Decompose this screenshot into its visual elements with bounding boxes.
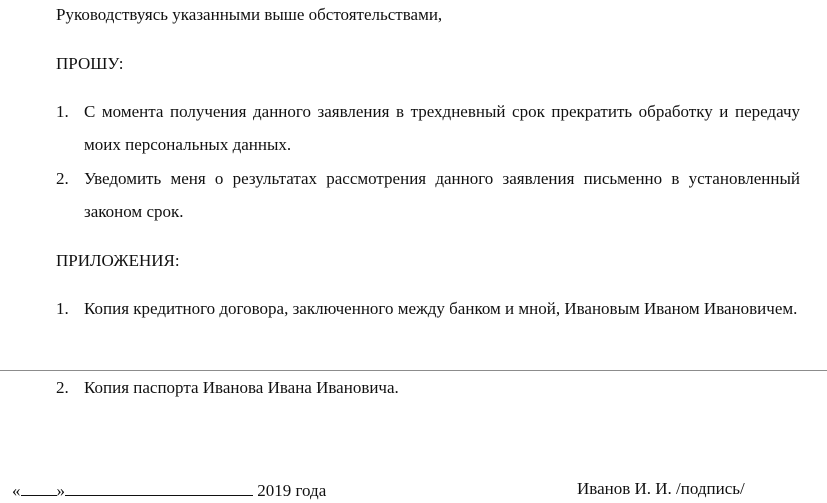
page-break-divider (0, 370, 827, 371)
date-line (12, 479, 326, 501)
quote-close: » (56, 481, 65, 500)
quote-open: « (12, 481, 21, 500)
day-blank (21, 479, 57, 496)
attachments-heading: ПРИЛОЖЕНИЯ: (56, 251, 180, 270)
request-number: 2. (56, 169, 69, 188)
intro-text: Руководствуясь указанными выше обстоятельствами, (56, 5, 443, 24)
request-heading: ПРОШУ: (56, 54, 124, 73)
month-blank (65, 479, 253, 496)
attachment-number: 2. (56, 378, 69, 397)
request-number: 1. (56, 102, 69, 121)
request-item-text: Уведомить меня о результатах рассмотрения данного заявления письменно в установленный законом срок. (84, 169, 800, 221)
attachment-item-text: Копия кредитного договора, заключенного между банком и мной, Ивановым Иваном Ивановичем. (84, 299, 798, 318)
attachment-item-text: Копия паспорта Иванова Ивана Ивановича. (84, 378, 399, 397)
year-text: 2019 года (257, 481, 327, 500)
request-item-text: С момента получения данного заявления в трехдневный срок прекратить обработку и передачу моих персональных данных. (84, 102, 800, 154)
signature-line: Иванов И. И. /подпись/ (577, 479, 745, 498)
attachment-number: 1. (56, 299, 69, 318)
